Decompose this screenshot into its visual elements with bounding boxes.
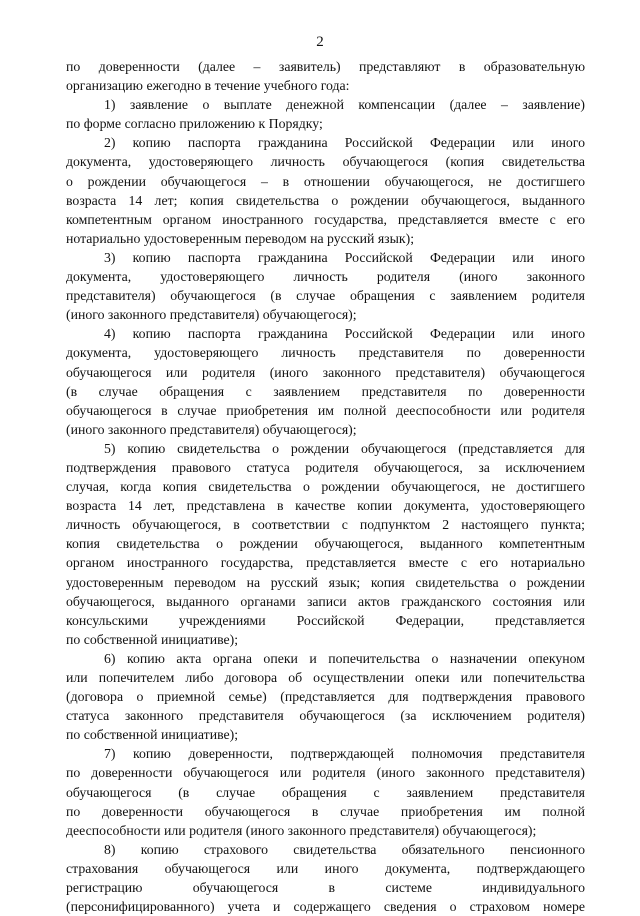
text-line-content: 8) копию страхового свидетельства обязательного пенсионного (104, 841, 585, 857)
text-line-content: случая, когда копия свидетельства о рождении обучающегося, не достигшего (66, 479, 585, 495)
text-line (66, 763, 585, 782)
text-line (66, 267, 585, 286)
text-line-content: обучающегося (в случае обращения с заявлением представителя (66, 784, 585, 800)
text-line (66, 706, 585, 725)
text-line-content: по собственной инициативе); (66, 631, 239, 647)
text-line (66, 363, 585, 382)
text-line (66, 573, 585, 592)
text-line (66, 420, 585, 439)
text-line (66, 57, 585, 76)
text-line-content: возраста 14 лет, представлена в качестве копии документа, удостоверяющего (66, 498, 585, 514)
text-line (66, 878, 585, 897)
text-line-content: (в случае обращения с заявлением представителя по доверенности (66, 383, 585, 399)
text-line (66, 649, 585, 668)
text-line (66, 783, 585, 802)
text-line (66, 229, 585, 248)
text-line (66, 343, 585, 362)
text-line-content: документа, удостоверяющего личность представителя по доверенности (66, 345, 585, 361)
page-number: 2 (316, 34, 324, 50)
text-line (66, 477, 585, 496)
text-line-content: (договора о приемной семье) (представляется для подтверждения правового (66, 689, 585, 705)
text-line (66, 248, 585, 267)
text-line (66, 897, 585, 916)
text-line (66, 515, 585, 534)
text-line-content: обучающегося, выданного органами записи актов гражданского состояния или (66, 593, 585, 609)
text-line-content: консульскими учреждениями Российской Федерации, представляется (66, 612, 585, 628)
text-line-content: компетентным органом иностранного государства, представляется вместе с его (66, 211, 585, 227)
text-line-content: статуса законного представителя обучающегося (за исключением родителя) (66, 708, 585, 724)
text-line (66, 802, 585, 821)
text-line-content: документа, удостоверяющего личность обучающегося (копия свидетельства (66, 154, 585, 170)
text-line-content: органом иностранного государства, представляется вместе с его нотариально (66, 555, 585, 571)
text-line (66, 152, 585, 171)
text-line-content: по собственной инициативе); (66, 727, 239, 743)
text-line (66, 744, 585, 763)
text-line-content: 2) копию паспорта гражданина Российской Федерации или иного (104, 135, 585, 151)
text-line (66, 305, 585, 324)
text-line-content: организацию ежегодно в течение учебного года: (66, 78, 350, 94)
text-line (66, 286, 585, 305)
text-line (66, 859, 585, 878)
text-line (66, 439, 585, 458)
text-line (66, 133, 585, 152)
text-line-content: по форме согласно приложению к Порядку; (66, 116, 323, 132)
text-line (66, 401, 585, 420)
text-line-content: 1) заявление о выплате денежной компенсации (далее – заявление) (104, 97, 585, 113)
text-line (66, 630, 585, 649)
text-line (66, 210, 585, 229)
text-line-content: или попечителем либо договора об осуществлении опеки или попечительства (66, 670, 585, 685)
text-line-content: 3) копию паспорта гражданина Российской Федерации или иного (104, 249, 585, 265)
text-line (66, 172, 585, 191)
text-line-content: по доверенности обучающегося или родителя (иного законного представителя) (66, 765, 585, 781)
text-line-content: страхования обучающегося или иного документа, подтверждающего (66, 860, 585, 876)
text-line (66, 592, 585, 611)
text-line-content: дееспособности или родителя (иного законного представителя) обучающегося); (66, 822, 537, 838)
document-body (66, 57, 585, 916)
text-line (66, 840, 585, 859)
text-line (66, 191, 585, 210)
text-line-content: нотариально удостоверенным переводом на русский язык); (66, 230, 415, 246)
text-line-content: (иного законного представителя) обучающегося); (66, 307, 357, 323)
text-line-content: копия свидетельства о рождении обучающегося, выданного компетентным (66, 536, 585, 552)
text-line-content: о рождении обучающегося – в отношении обучающегося, не достигшего (66, 173, 585, 189)
text-line-content: обучающегося в случае приобретения им полной дееспособности или родителя (66, 402, 585, 418)
text-line (66, 687, 585, 706)
text-line-content: 4) копию паспорта гражданина Российской Федерации или иного (104, 326, 585, 342)
text-line-content: 6) копию акта органа опеки и попечительства о назначении опекуном (104, 650, 585, 666)
text-line-content: по доверенности (далее – заявитель) представляют в образовательную (66, 59, 585, 74)
text-line-content: удостоверенным переводом на русский язык; копия свидетельства о рождении (66, 574, 585, 590)
text-line-content: возраста 14 лет; копия свидетельства о рождении обучающегося, выданного (66, 192, 585, 208)
text-line-content: регистрацию обучающегося в системе индивидуального (66, 880, 585, 896)
text-line-content: представителя) обучающегося (в случае обращения с заявлением родителя (66, 288, 585, 304)
text-line (66, 534, 585, 553)
text-line (66, 725, 585, 744)
text-line-content: (иного законного представителя) обучающегося); (66, 421, 357, 437)
text-line-content: личность обучающегося, в соответствии с подпунктом 2 настоящего пункта; (66, 517, 585, 533)
text-line (66, 553, 585, 572)
text-line (66, 324, 585, 343)
text-line-content: документа, удостоверяющего личность родителя (иного законного (66, 269, 585, 285)
text-line-content: обучающегося или родителя (иного законного представителя) обучающегося (66, 364, 585, 380)
text-line-content: 5) копию свидетельства о рождении обучающегося (представляется для (104, 440, 585, 456)
text-line (66, 382, 585, 401)
text-line (66, 821, 585, 840)
text-line (66, 496, 585, 515)
text-line (66, 114, 585, 133)
text-line (66, 668, 585, 687)
text-line (66, 95, 585, 114)
text-line-content: по доверенности обучающегося в случае приобретения им полной (66, 803, 585, 819)
text-line-content: (персонифицированного) учета и содержащего сведения о страховом номере (66, 899, 585, 915)
text-line-content: 7) копию доверенности, подтверждающей полномочия представителя (104, 746, 585, 762)
text-line (66, 611, 585, 630)
text-line (66, 458, 585, 477)
text-line-content: подтверждения правового статуса родителя обучающегося, за исключением (66, 459, 585, 475)
text-line (66, 76, 585, 95)
